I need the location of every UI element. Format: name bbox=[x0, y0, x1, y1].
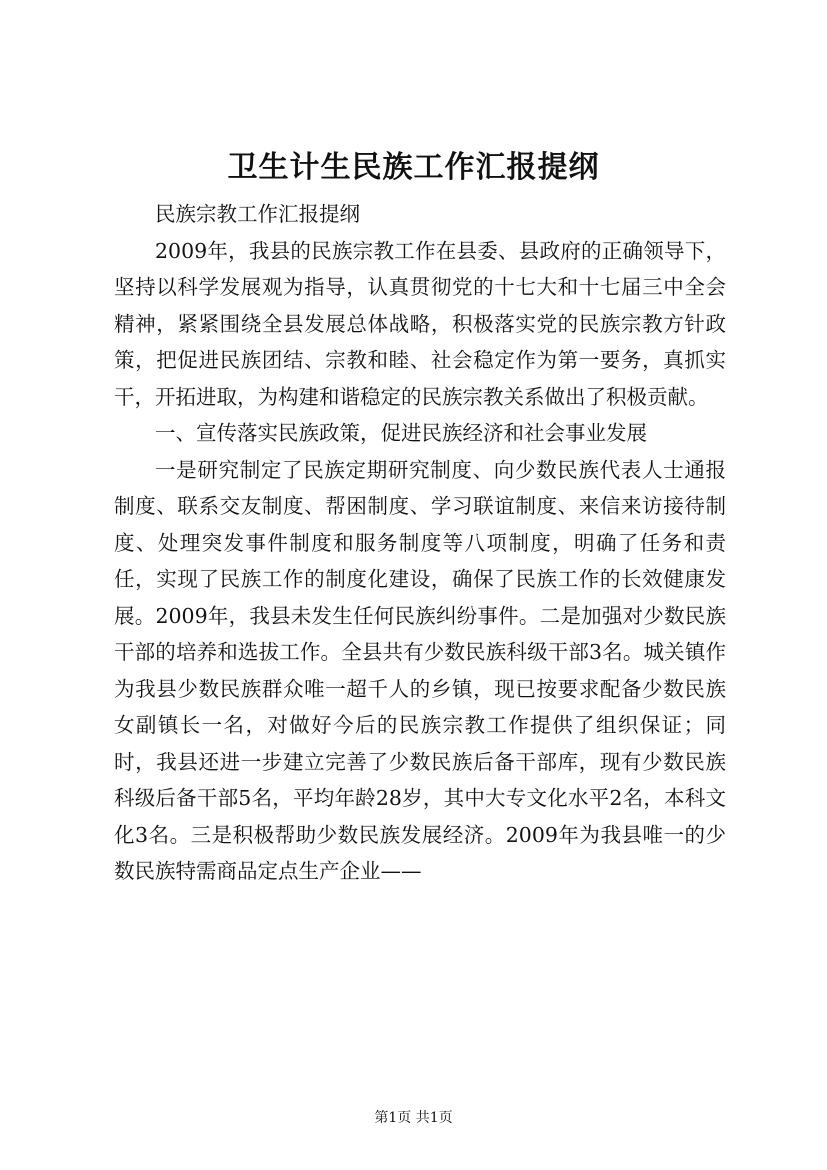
paragraph-section-1: 一是研究制定了民族定期研究制度、向少数民族代表人士通报制度、联系交友制度、帮困制度、学习联谊制度、来信来访接待制度、处理突发事件制度和服务制度等八项制度，明确了任务和责任，实现了民族工作的制度化建设，确保了民族工作的长效健康发展。2009年，我县未发生任何民族纠纷事件。二是加强对少数民族干部的培养和选拔工作。全县共有少数民族科级干部3名。城关镇作为我县少数民族群众唯一超千人的乡镇，现已按要求配备少数民族女副镇长一名，对做好今后的民族宗教工作提供了组织保证；同时，我县还进一步建立完善了少数民族后备干部库，现有少数民族科级后备干部5名，平均年龄28岁，其中大专文化水平2名，本科文化3名。三是积极帮助少数民族发展经济。2009年为我县唯一的少数民族特需商品定点生产企业—— bbox=[114, 457, 726, 883]
document-body bbox=[114, 196, 726, 890]
paragraph-subtitle: 民族宗教工作汇报提纲 bbox=[155, 202, 360, 226]
document-title: 卫生计生民族工作汇报提纲 bbox=[227, 150, 600, 185]
paragraph-intro: 2009年，我县的民族宗教工作在县委、县政府的正确领导下，坚持以科学发展观为指导，认真贯彻党的十七大和十七届三中全会精神，紧紧围绕全县发展总体战略，积极落实党的民族宗教方针政策，把促进民族团结、宗教和睦、社会稳定作为第一要务，真抓实干，开拓进取，为构建和谐稳定的民族宗教关系做出了积极贡献。 bbox=[114, 238, 726, 409]
page-footer: 第1页 共1页 bbox=[374, 1110, 453, 1126]
section-heading-1: 一、宣传落实民族政策，促进民族经济和社会事业发展 bbox=[155, 421, 647, 445]
